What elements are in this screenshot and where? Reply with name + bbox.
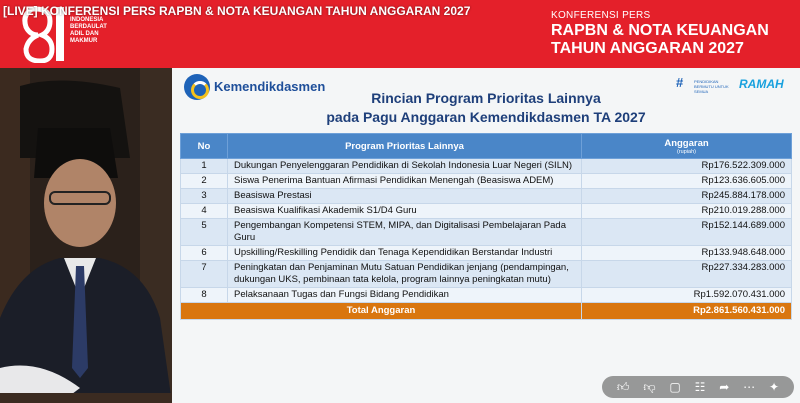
total-label: Total Anggaran [181, 303, 582, 320]
stream-title: [LIVE] KONFERENSI PERS RAPBN & NOTA KEUANGAN TAHUN ANGGARAN 2027 [3, 4, 471, 18]
row-program: Dukungan Penyelenggaran Pendidikan di Sekolah Indonesia Luar Negeri (SILN) [228, 159, 582, 174]
column-header-program: Program Prioritas Lainnya [228, 134, 582, 159]
row-program: Peningkatan dan Penjaminan Mutu Satuan Pendidikan jenjang (pendampingan, dukungan UKS, pembinaan tata kelola, program lainnya peningkatan mutu) [228, 261, 582, 288]
table-header-row [181, 134, 792, 159]
row-amount: Rp245.884.178.000 [582, 189, 792, 204]
budget-header-label: Anggaran [664, 137, 709, 149]
table-row [181, 219, 792, 246]
dislike-icon[interactable]: 👎︎ [643, 380, 656, 394]
speaker-figure [0, 68, 172, 403]
row-amount: Rp1.592.070.431.000 [582, 288, 792, 303]
motto [70, 17, 107, 45]
row-number: 6 [181, 246, 228, 261]
ministry-name: Kemendikdasmen [214, 79, 326, 94]
row-number: 8 [181, 288, 228, 303]
row-number: 7 [181, 261, 228, 288]
row-amount: Rp123.636.605.000 [582, 174, 792, 189]
hashtag-logo-icon: # [676, 75, 684, 90]
row-number: 5 [181, 219, 228, 246]
row-number: 2 [181, 174, 228, 189]
chat-icon[interactable]: ☷ [694, 380, 706, 394]
sparkle-icon[interactable]: ✦ [768, 380, 780, 394]
reaction-bar [602, 376, 794, 398]
table-row [181, 261, 792, 288]
tagline: PENDIDIKAN BERMUTU UNTUK SEMUA [694, 79, 729, 94]
event-title-line2: TAHUN ANGGARAN 2027 [551, 40, 744, 57]
row-number: 3 [181, 189, 228, 204]
row-amount: Rp227.334.283.000 [582, 261, 792, 288]
row-program: Pelaksanaan Tugas dan Fungsi Bidang Pendidikan [228, 288, 582, 303]
row-amount: Rp133.948.648.000 [582, 246, 792, 261]
row-number: 4 [181, 204, 228, 219]
like-icon[interactable]: 👍︎ [616, 380, 630, 394]
ramah-logo: RAMAH [739, 77, 784, 91]
column-header-budget [582, 134, 792, 159]
motto-line: INDONESIA [70, 17, 104, 23]
table-row [181, 204, 792, 219]
speaker-video [0, 68, 172, 403]
total-amount: Rp2.861.560.431.000 [582, 303, 792, 320]
presentation-slide [172, 68, 800, 403]
comment-icon[interactable]: ▢ [669, 380, 681, 394]
broadcast-header [0, 0, 800, 68]
share-icon[interactable]: ➦ [719, 380, 730, 394]
budget-header-unit: (rupiah) [677, 148, 696, 155]
row-amount: Rp210.019.288.000 [582, 204, 792, 219]
event-label: KONFERENSI PERS [551, 10, 651, 21]
row-program: Beasiswa Prestasi [228, 189, 582, 204]
column-header-no: No [181, 134, 228, 159]
table-row [181, 174, 792, 189]
motto-line: BERDAULAT [70, 24, 107, 30]
row-program: Pengembangan Kompetensi STEM, MIPA, dan Digitalisasi Pembelajaran Pada Guru [228, 219, 582, 246]
table-row [181, 288, 792, 303]
motto-line: ADIL DAN [70, 31, 99, 37]
slide-title-line2: pada Pagu Anggaran Kemendikdasmen TA 2027 [326, 109, 646, 125]
table-total-row [181, 303, 792, 320]
slide-title-line1: Rincian Program Prioritas Lainnya [371, 90, 601, 106]
motto-line: MAKMUR [70, 38, 98, 44]
table-row [181, 246, 792, 261]
row-program: Siswa Penerima Bantuan Afirmasi Pendidikan Menengah (Beasiswa ADEM) [228, 174, 582, 189]
row-amount: Rp176.522.309.000 [582, 159, 792, 174]
table-row [181, 189, 792, 204]
event-title-line1: RAPBN & NOTA KEUANGAN [551, 22, 769, 39]
table-row [181, 159, 792, 174]
budget-table [180, 133, 792, 320]
row-amount: Rp152.144.689.000 [582, 219, 792, 246]
more-icon[interactable]: ⋯ [743, 380, 756, 394]
row-program: Upskilling/Reskilling Pendidik dan Tenaga Kependidikan Berstandar Industri [228, 246, 582, 261]
row-number: 1 [181, 159, 228, 174]
row-program: Beasiswa Kualifikasi Akademik S1/D4 Guru [228, 204, 582, 219]
